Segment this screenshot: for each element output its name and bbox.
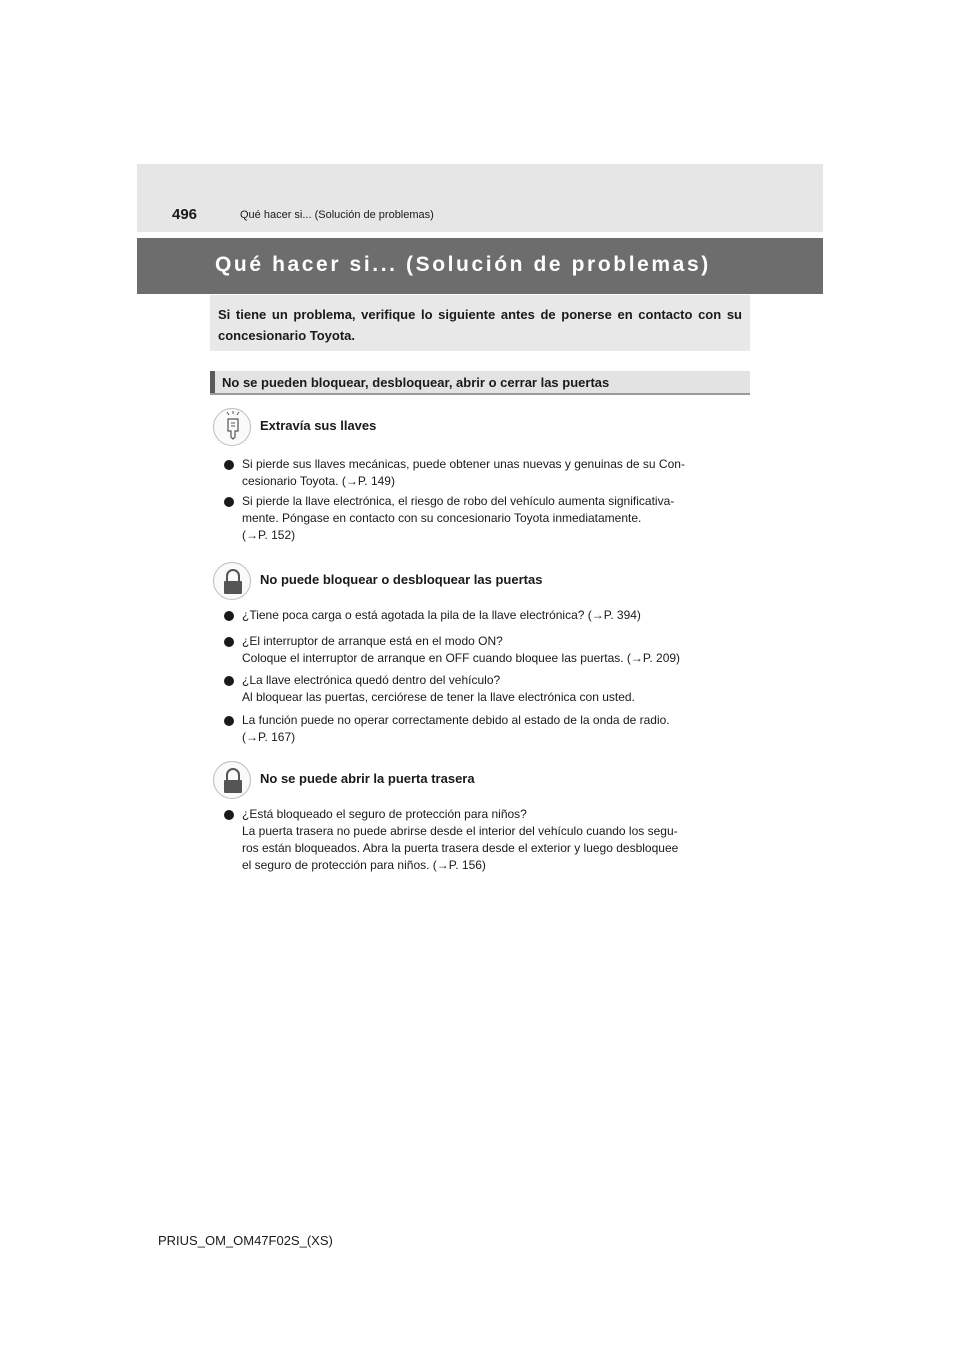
list-item: ¿El interruptor de arranque está en el modo ON? Coloque el interruptor de arranque en OFF cuando bloquee las puertas. (→P. 209) (242, 634, 681, 665)
list-item: ¿La llave electrónica quedó dentro del vehículo? Al bloquear las puertas, cerciórese de tener la llave electrónica con usted. (242, 673, 635, 704)
bullet-icon (224, 676, 234, 686)
subsection-heading: No puede bloquear o desbloquear las puertas (260, 572, 543, 587)
subsection-heading: No se puede abrir la puerta trasera (260, 771, 475, 786)
bullet-icon (224, 497, 234, 507)
intro-text: Si tiene un problema, verifique lo siguiente antes de ponerse en contacto con su concesionario Toyota. (218, 307, 742, 343)
list-item: Si pierde sus llaves mecánicas, puede obtener unas nuevas y genuinas de su Con- cesionario Toyota. (→P. 149) (242, 457, 685, 488)
bullet-icon (224, 460, 234, 470)
bullet-icon (224, 637, 234, 647)
padlock-icon (213, 562, 251, 600)
list-item: La función puede no operar correctamente debido al estado de la onda de radio. (→P. 167) (242, 713, 670, 744)
bullet-icon (224, 810, 234, 820)
list-item: Si pierde la llave electrónica, el riesgo de robo del vehículo aumenta significativa- mente. Póngase en contacto con su concesionario Toyota inmediatamente. (→P. 152) (242, 494, 675, 542)
footer-code: PRIUS_OM_OM47F02S_(XS) (158, 1233, 333, 1248)
bullet-icon (224, 716, 234, 726)
section-accent (210, 371, 215, 393)
padlock-icon (213, 761, 251, 799)
section-title: No se pueden bloquear, desbloquear, abrir o cerrar las puertas (222, 375, 610, 390)
list-item: ¿Está bloqueado el seguro de protección para niños? La puerta trasera no puede abrirse desde el interior del vehículo cuando los segu- ros están bloqueados. Abra la puerta trasera desde el exterior y luego desbloquee el seguro de protección para niños. (→P. 156) (242, 807, 679, 872)
bullet-icon (224, 611, 234, 621)
subsection-heading: Extravía sus llaves (260, 418, 377, 433)
page-title: Qué hacer si... (Solución de problemas) (215, 253, 711, 276)
key-icon (213, 408, 251, 446)
page-number: 496 (172, 206, 198, 223)
header-band (137, 164, 823, 232)
list-item: ¿Tiene poca carga o está agotada la pila de la llave electrónica? (→P. 394) (242, 608, 641, 622)
running-head: Qué hacer si... (Solución de problemas) (240, 209, 434, 221)
